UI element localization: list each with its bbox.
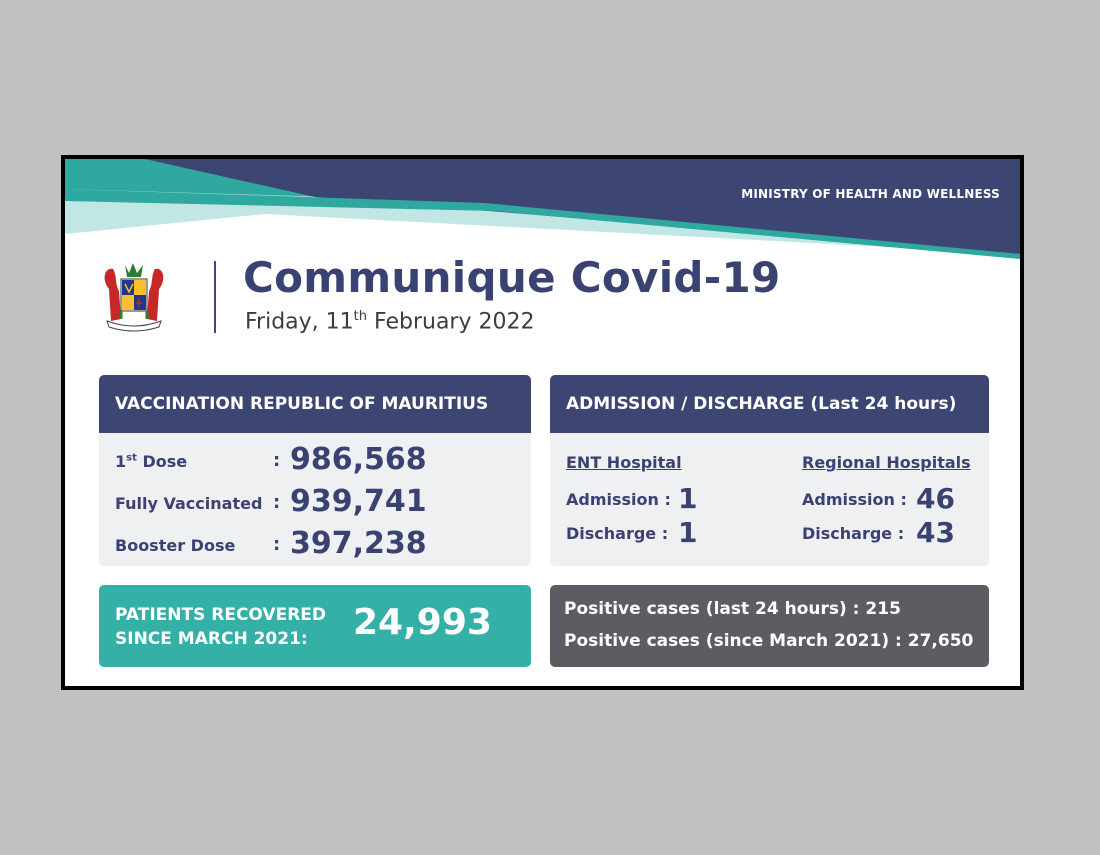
patients-recovered-label (115, 603, 326, 651)
communique-date: Friday, 11th February 2022 (245, 309, 535, 335)
patients-recovered-value: 24,993 (353, 602, 492, 643)
positive-total-value: 27,650 (907, 631, 974, 651)
page-title: Communique Covid-19 (243, 253, 781, 302)
vaccination-panel (99, 375, 531, 566)
header-divider (214, 261, 216, 333)
positive-cases-24h (564, 599, 901, 619)
fully-vaccinated-label: Fully Vaccinated (115, 494, 263, 513)
positive-24h-label: Positive cases (last 24 hours) : (564, 599, 860, 619)
regional-discharge-label: Discharge : (802, 524, 905, 543)
booster-dose-value: 397,238 (290, 526, 427, 561)
fully-vaccinated-value: 939,741 (290, 484, 427, 519)
ent-discharge-label: Discharge : (566, 524, 669, 543)
ent-admission-label: Admission : (566, 490, 671, 509)
header-banner (65, 159, 1020, 259)
vaccination-heading: VACCINATION REPUBLIC OF MAURITIUS (99, 375, 531, 433)
ent-hospital-name: ENT Hospital (566, 453, 682, 472)
admission-panel (550, 375, 989, 566)
positive-24h-value: 215 (865, 599, 901, 619)
first-dose-value: 986,568 (290, 442, 427, 477)
recovered-label-line1: PATIENTS RECOVERED (115, 605, 327, 625)
vaccination-body (99, 433, 531, 566)
regional-discharge-value: 43 (916, 516, 955, 549)
booster-dose-colon: : (273, 534, 281, 555)
booster-dose-label: Booster Dose (115, 536, 236, 555)
regional-hospitals-name: Regional Hospitals (802, 453, 971, 472)
positive-cases-since-march (564, 631, 973, 651)
positive-cases-panel (550, 585, 989, 667)
fully-vaccinated-row (115, 479, 515, 519)
positive-total-label: Positive cases (since March 2021) : (564, 631, 902, 651)
admission-body (550, 433, 989, 566)
booster-dose-row (115, 521, 515, 561)
ent-admission-row (566, 481, 766, 515)
fully-vaccinated-colon: : (273, 492, 281, 513)
admission-heading: ADMISSION / DISCHARGE (Last 24 hours) (550, 375, 989, 433)
ent-discharge-value: 1 (678, 516, 698, 549)
regional-admission-row (802, 481, 989, 515)
ministry-name: MINISTRY OF HEALTH AND WELLNESS (741, 187, 1000, 201)
first-dose-row (115, 437, 515, 477)
recovered-label-line2: SINCE MARCH 2021: (115, 629, 308, 649)
patients-recovered-panel (99, 585, 531, 667)
first-dose-colon: : (273, 450, 281, 471)
regional-admission-label: Admission : (802, 490, 907, 509)
communique-card (61, 155, 1024, 690)
regional-discharge-row (802, 515, 989, 549)
ent-admission-value: 1 (678, 482, 698, 515)
first-dose-label: 1st Dose (115, 452, 188, 471)
coat-of-arms-logo (99, 259, 169, 333)
ent-discharge-row (566, 515, 766, 549)
regional-admission-value: 46 (916, 482, 955, 515)
